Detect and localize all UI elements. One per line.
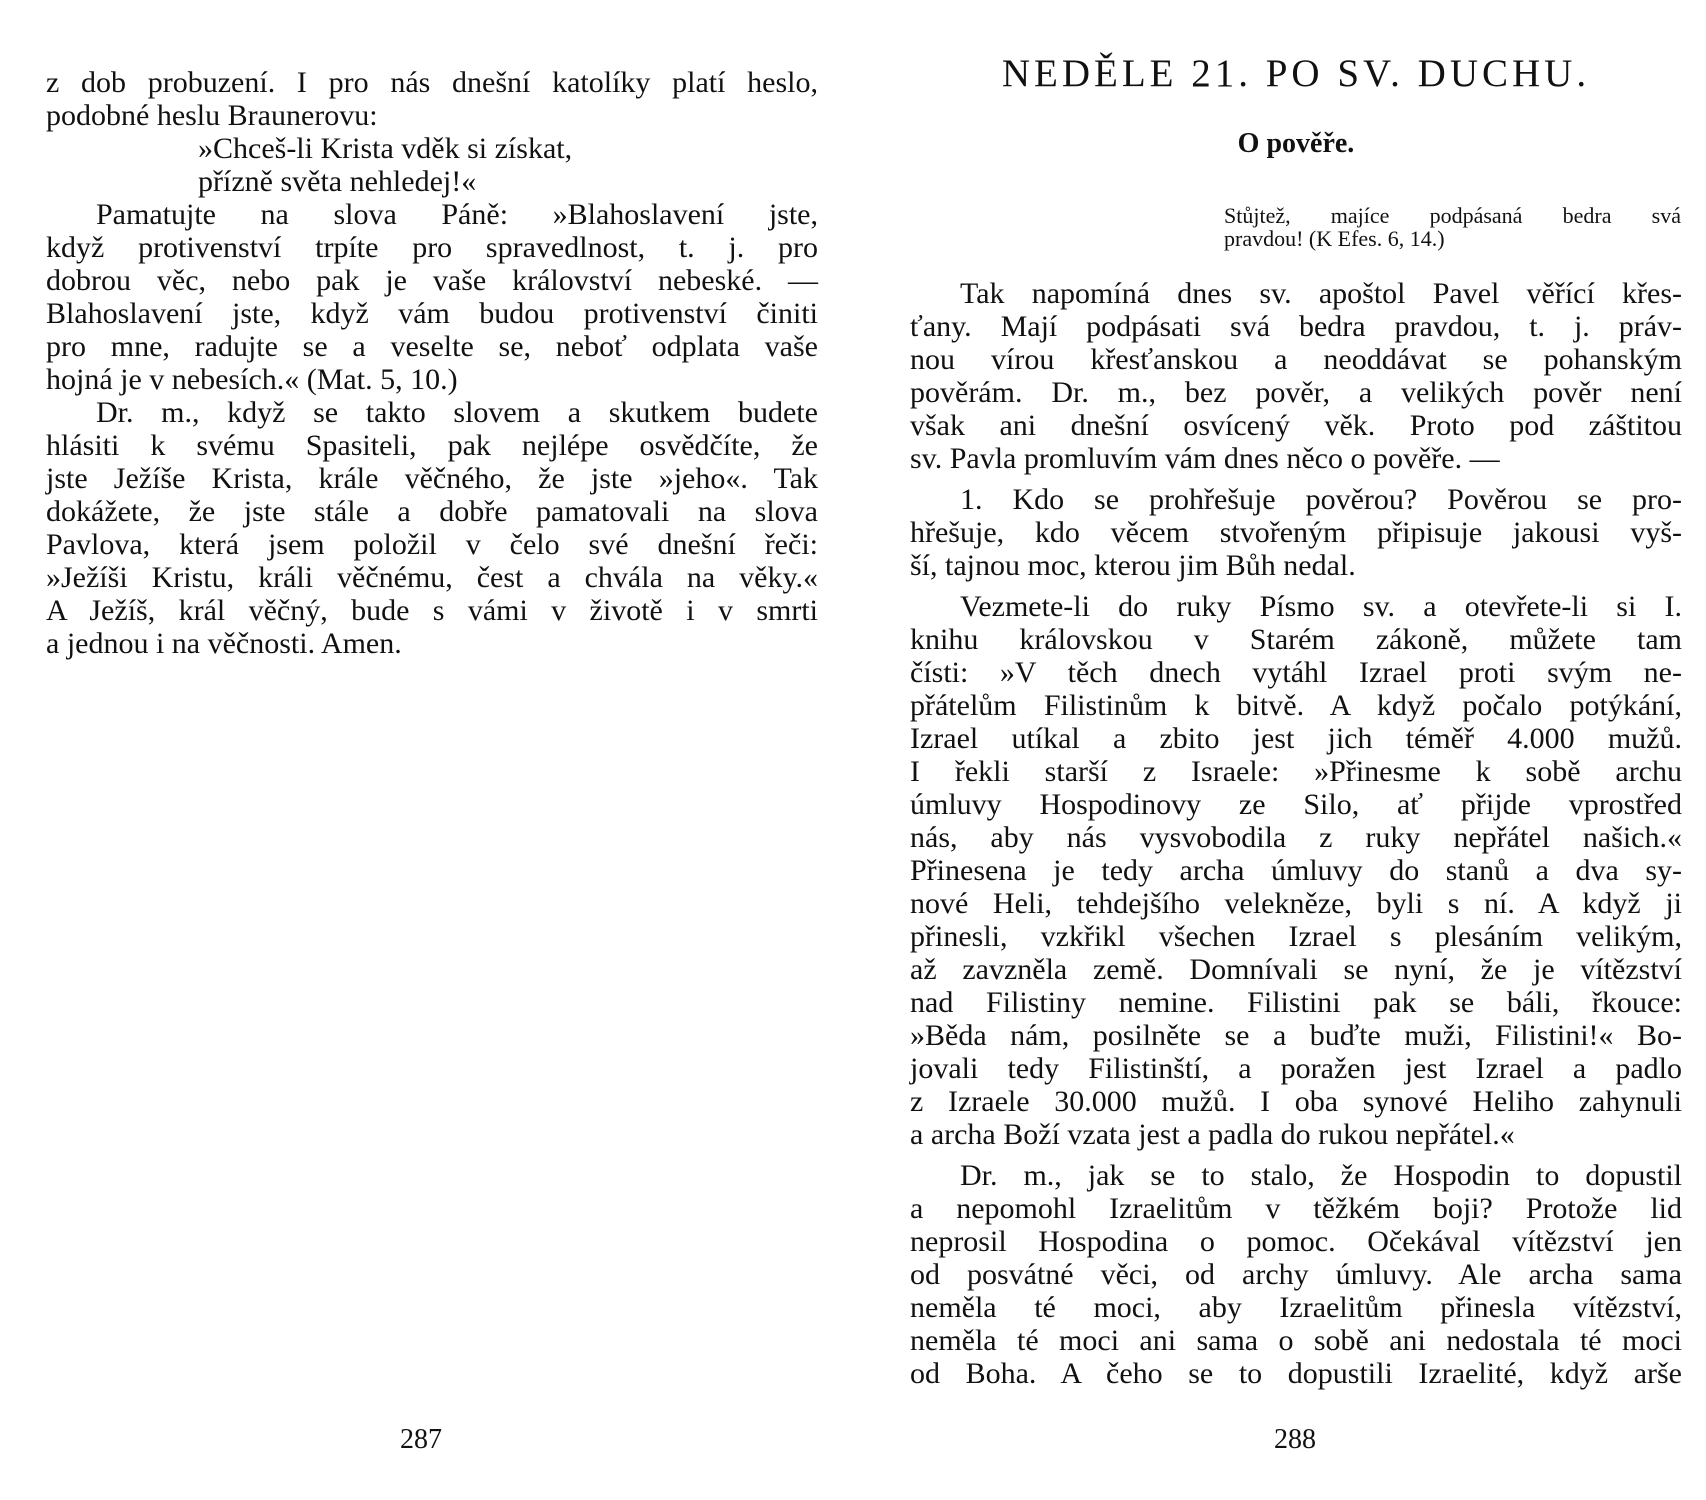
right-page-text xyxy=(910,277,1682,1390)
text-line: »Ježíši Kristu, králi věčnému, čest a chvála na věky.« xyxy=(46,561,818,594)
text-line: Přinesena je tedy archa úmluvy do stanů a dva sy- xyxy=(910,854,1682,887)
text-line: a jednou i na věčnosti. Amen. xyxy=(46,627,402,660)
text-line: neměla té moci, aby Izraelitům přinesla vítězství, xyxy=(910,1291,1682,1324)
paragraph xyxy=(46,66,818,132)
paragraph xyxy=(46,198,818,396)
text-line: nové Heli, tehdejšího velekněze, byli s ní. A když ji xyxy=(910,887,1682,920)
text-line: Pavlova, která jsem položil v čelo své dnešní řeči: xyxy=(46,528,818,561)
text-line: pověrám. Dr. m., bez pověr, a velikých pověr není xyxy=(910,376,1682,409)
text-line: hlásiti k svému Spasiteli, pak nejlépe osvědčíte, že xyxy=(46,429,818,462)
text-line: dokážete, že jste stále a dobře pamatovali na slova xyxy=(46,495,818,528)
text-line: a nepomohl Izraelitům v těžkém boji? Protože lid xyxy=(910,1192,1682,1225)
text-line: z dob probuzení. I pro nás dnešní katolíky platí heslo, xyxy=(46,66,818,99)
chapter-heading: NEDĚLE 21. PO SV. DUCHU. xyxy=(1001,52,1591,95)
epigraph xyxy=(1224,204,1681,250)
paragraph xyxy=(910,1159,1682,1390)
text-line: z Izraele 30.000 mužů. I oba synové Heliho zahynuli xyxy=(910,1085,1682,1118)
text-line: nou vírou křesťanskou a neoddávat se pohanským xyxy=(910,343,1682,376)
text-line: ťany. Mají podpásati svá bedra pravdou, t. j. práv- xyxy=(910,310,1682,343)
text-line: A Ježíš, král věčný, bude s vámi v životě i v smrti xyxy=(46,594,818,627)
text-line: knihu královskou v Starém zákoně, můžete tam xyxy=(910,623,1682,656)
text-line: »Běda nám, posilněte se a buďte muži, Filistini!« Bo- xyxy=(910,1019,1682,1052)
epigraph-line: pravdou! (K Efes. 6, 14.) xyxy=(1224,226,1445,251)
text-line: I řekli starší z Israele: »Přinesme k sobě archu xyxy=(910,755,1682,788)
sermon-title: O pověře. xyxy=(1237,128,1355,159)
text-line: nás, aby nás vysvobodila z ruky nepřátel našich.« xyxy=(910,821,1682,854)
text-line: hřešuje, kdo věcem stvořeným připisuje jakousi vyš- xyxy=(910,516,1682,549)
text-line: nad Filistiny nemine. Filistini pak se báli, řkouce: xyxy=(910,986,1682,1019)
text-line: jovali tedy Filistinští, a poražen jest Izrael a padlo xyxy=(910,1052,1682,1085)
text-line: přátelům Filistinům k bitvě. A když počalo potýkání, xyxy=(910,689,1682,722)
text-line: pro mne, radujte se a veselte se, neboť odplata vaše xyxy=(46,330,818,363)
paragraph xyxy=(46,396,818,660)
text-line: »Chceš-li Krista vděk si získat, xyxy=(198,132,573,165)
text-line: od posvátné věci, od archy úmluvy. Ale archa sama xyxy=(910,1258,1682,1291)
paragraph xyxy=(910,483,1682,582)
paragraph xyxy=(910,590,1682,1151)
text-line: jste Ježíše Krista, krále věčného, že jste »jeho«. Tak xyxy=(46,462,818,495)
text-line: 1. Kdo se prohřešuje pověrou? Pověrou se pro- xyxy=(960,483,1682,516)
text-line: neprosil Hospodina o pomoc. Očekával vítězství jen xyxy=(910,1225,1682,1258)
text-line: dobrou věc, nebo pak je vaše království nebeské. — xyxy=(46,264,818,297)
text-line: přízně světa nehledej!« xyxy=(198,165,477,198)
text-line: Izrael utíkal a zbito jest jich téměř 4.000 mužů. xyxy=(910,722,1682,755)
text-line: Blahoslavení jste, když vám budou protivenství činiti xyxy=(46,297,818,330)
left-page-text xyxy=(46,66,818,660)
poem-quote xyxy=(46,132,818,198)
paragraph xyxy=(910,277,1682,475)
text-line: Vezmete-li do ruky Písmo sv. a otevřete-li si I. xyxy=(960,590,1682,623)
text-line: čísti: »V těch dnech vytáhl Izrael proti svým ne- xyxy=(910,656,1682,689)
text-line: úmluvy Hospodinovy ze Silo, ať přijde vprostřed xyxy=(910,788,1682,821)
text-line: však ani dnešní osvícený věk. Proto pod záštitou xyxy=(910,409,1682,442)
text-line: když protivenství trpíte pro spravedlnost, t. j. pro xyxy=(46,231,818,264)
text-line: sv. Pavla promluvím vám dnes něco o pověře. — xyxy=(910,442,1500,475)
text-line: ší, tajnou moc, kterou jim Bůh nedal. xyxy=(910,549,1356,582)
text-line: Dr. m., když se takto slovem a skutkem budete xyxy=(96,396,818,429)
text-line: Dr. m., jak se to stalo, že Hospodin to dopustil xyxy=(960,1159,1682,1192)
text-line: od Boha. A čeho se to dopustili Izraelité, když arše xyxy=(910,1357,1682,1390)
epigraph-line: Stůjtež, majíce podpásaná bedra svá xyxy=(1224,203,1681,228)
text-line: a archa Boží vzata jest a padla do rukou nepřátel.« xyxy=(910,1118,1515,1151)
left-page-number: 287 xyxy=(400,1424,442,1455)
text-line: přinesli, vzkřikl všechen Izrael s plesáním velikým, xyxy=(910,920,1682,953)
text-line: Pamatujte na slova Páně: »Blahoslavení jste, xyxy=(96,198,818,231)
right-page-number: 288 xyxy=(1274,1424,1316,1455)
text-line: až zavzněla země. Domnívali se nyní, že je vítězství xyxy=(910,953,1682,986)
text-line: hojná je v nebesích.« (Mat. 5, 10.) xyxy=(46,363,458,396)
text-line: neměla té moci ani sama o sobě ani nedostala té moci xyxy=(910,1324,1682,1357)
text-line: Tak napomíná dnes sv. apoštol Pavel věřící křes- xyxy=(960,277,1682,310)
text-line: podobné heslu Braunerovu: xyxy=(46,99,378,132)
